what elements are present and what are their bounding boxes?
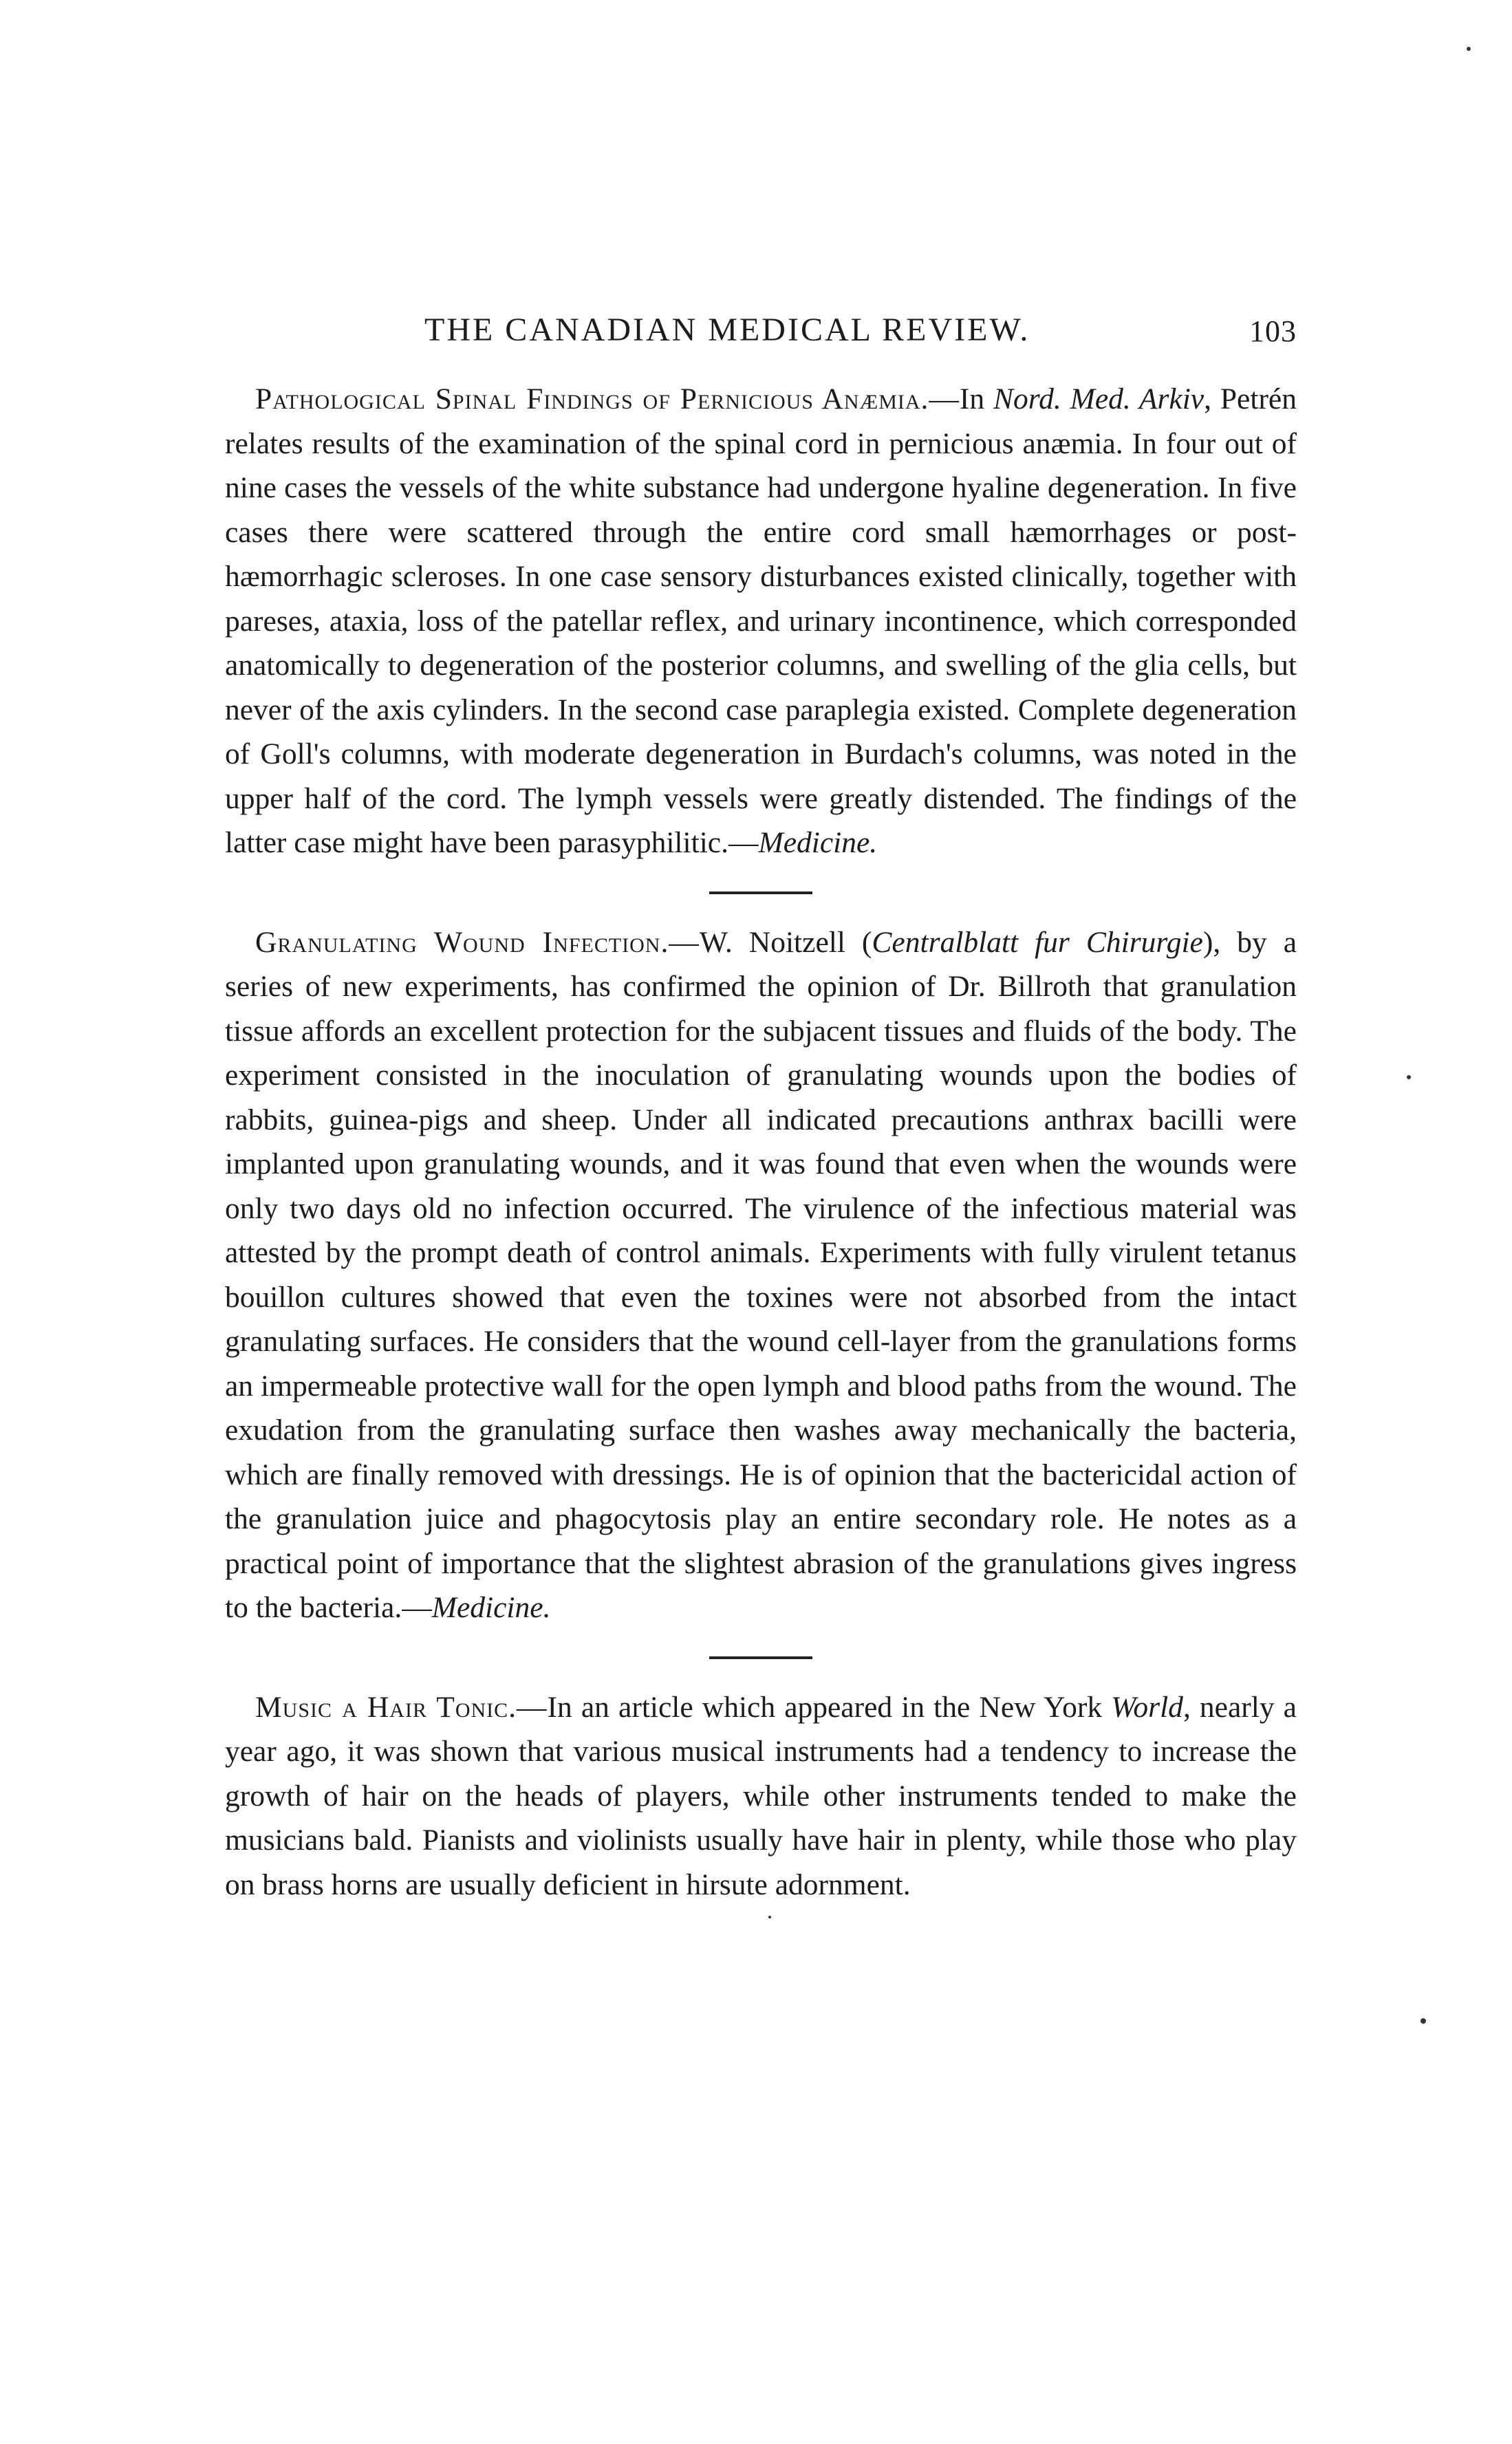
article-text: , nearly a year ago, it was shown that various musical instruments had a tendency to increase the growth of hair on the heads of players, while other instruments tended to make the musicians bald. Pianists and violinists usually have hair in plenty, while those who play on brass horns are usually deficient in hirsute adornment. xyxy=(225,1690,1297,1901)
article-heading: Granulating Wound Infection.— xyxy=(255,925,700,959)
article-text: , Petrén relates results of the examination of the spinal cord in pernicious anæmia. In four out of nine cases the vessels of the white substance had undergone hyaline degeneration. In five cases there were scattered through the entire cord small hæmorrhages or post-hæmorrhagic scleroses. In one case sensory disturbances existed clinically, together with pareses, ataxia, loss of the patellar reflex, and urinary incontinence, which corresponded anatomically to degeneration of the posterior columns, and swelling of the glia cells, but never of the axis cylinders. In the second case paraplegia existed. Complete degeneration of Goll's columns, with moderate degeneration in Burdach's columns, was noted in the upper half of the cord. The lymph vessels were greatly distended. The findings of the latter case might have been parasyphilitic.— xyxy=(225,382,1297,859)
page xyxy=(225,311,1297,1907)
article-text: ), by a series of new experiments, has confirmed the opinion of Dr. Billroth that granulation tissue affords an excellent protection for the subjacent tissues and fluids of the body. The experiment consisted in the inoculation of granulating wounds upon the bodies of rabbits, guinea-pigs and sheep. Under all indicated precautions anthrax bacilli were implanted upon granulating wounds, and it was found that even when the wounds were only two days old no infection occurred. The virulence of the infectious material was attested by the prompt death of control animals. Experiments with fully virulent tetanus bouillon cultures showed that even the toxines were not absorbed from the intact granulating surfaces. He considers that the wound cell-layer from the granulations forms an impermeable protective wall for the open lymph and blood paths from the wound. The exudation from the granulating surface then washes away mechanically the bacteria, which are finally removed with dressings. He is of opinion that the bactericidal action of the granulation juice and phagocytosis play an entire secondary role. He notes as a practical point of importance that the slightest abrasion of the granulations gives ingress to the bacteria.— xyxy=(225,925,1297,1624)
article-granulating-wound xyxy=(225,920,1297,1630)
article-heading: Pathological Spinal Findings of Pernicious Anæmia.— xyxy=(255,382,960,415)
article-paragraph xyxy=(225,920,1297,1630)
article-paragraph xyxy=(225,1685,1297,1907)
page-number: 103 xyxy=(1249,314,1297,348)
running-header xyxy=(225,311,1297,352)
article-heading: Music a Hair Tonic.— xyxy=(255,1690,548,1724)
article-pernicious-anaemia xyxy=(225,377,1297,865)
article-music-hair-tonic xyxy=(225,1685,1297,1907)
section-divider xyxy=(709,1656,812,1659)
source-citation: Centralblatt fur Chirurgie xyxy=(872,925,1203,959)
speck-mark xyxy=(1407,1075,1411,1079)
speck-mark xyxy=(1421,2018,1426,2024)
article-text: W. Noitzell ( xyxy=(699,925,872,959)
source-citation: Nord. Med. Arkiv xyxy=(993,382,1205,415)
speck-mark xyxy=(768,1916,771,1918)
article-text: In an article which appeared in the New York xyxy=(547,1690,1112,1724)
section-divider xyxy=(709,891,812,894)
article-text: In xyxy=(959,382,994,415)
journal-title: THE CANADIAN MEDICAL REVIEW. xyxy=(424,312,1030,348)
source-citation: World xyxy=(1111,1690,1183,1724)
article-paragraph xyxy=(225,377,1297,865)
speck-mark xyxy=(1467,47,1471,51)
source-citation: Medicine. xyxy=(758,826,878,859)
source-citation: Medicine. xyxy=(431,1591,551,1624)
